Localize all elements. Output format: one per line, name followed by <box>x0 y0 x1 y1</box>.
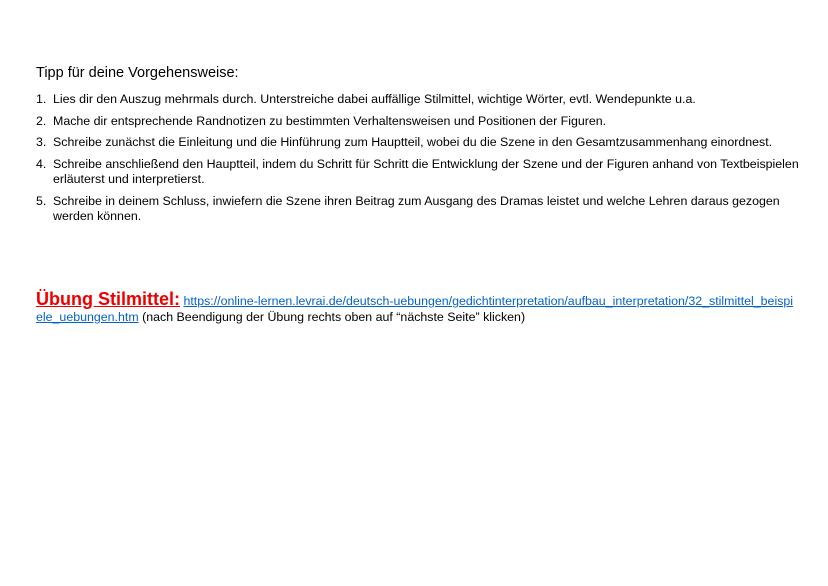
list-item <box>36 92 806 108</box>
list-item <box>36 114 806 130</box>
exercise-paragraph <box>36 289 796 325</box>
list-item <box>36 157 806 188</box>
exercise-link[interactable]: https://online-lernen.levrai.de/deutsch-uebungen/gedichtinterpretation/aufbau_interpretation/32_stilmittel_beispiele_uebungen.htm <box>36 294 794 324</box>
list-item <box>36 194 806 225</box>
step-number: 2. <box>36 113 47 128</box>
step-number: 1. <box>36 92 47 106</box>
step-text: Lies dir den Auszug mehrmals durch. Unterstreiche dabei auffällige Stilmittel, wichtige Wörter, evtl. Wendepunkte u.a. <box>53 92 696 106</box>
step-text: Schreibe anschließend den Hauptteil, indem du Schritt für Schritt die Entwicklung der Szene und der Figuren anhand von Textbeispielen erläuterst und interpretierst. <box>53 156 799 186</box>
tips-heading: Tipp für deine Vorgehensweise: <box>36 65 239 81</box>
step-text: Mache dir entsprechende Randnotizen zu bestimmten Verhaltensweisen und Positionen der Figuren. <box>53 113 607 128</box>
step-number: 3. <box>36 135 47 149</box>
steps-list <box>36 92 806 231</box>
step-number: 5. <box>36 193 47 208</box>
step-text: Schreibe in deinem Schluss, inwiefern die Szene ihren Beitrag zum Ausgang des Dramas leistet und welche Lehren daraus gezogen werden können. <box>53 193 780 223</box>
list-item <box>36 135 806 151</box>
exercise-title: Übung Stilmittel: <box>36 289 180 309</box>
step-text: Schreibe zunächst die Einleitung und die Hinführung zum Hauptteil, wobei du die Szene in den Gesamtzusammenhang einordnest. <box>53 135 773 149</box>
exercise-note: (nach Beendigung der Übung rechts oben auf “nächste Seite” klicken) <box>142 310 526 324</box>
step-number: 4. <box>36 156 47 171</box>
